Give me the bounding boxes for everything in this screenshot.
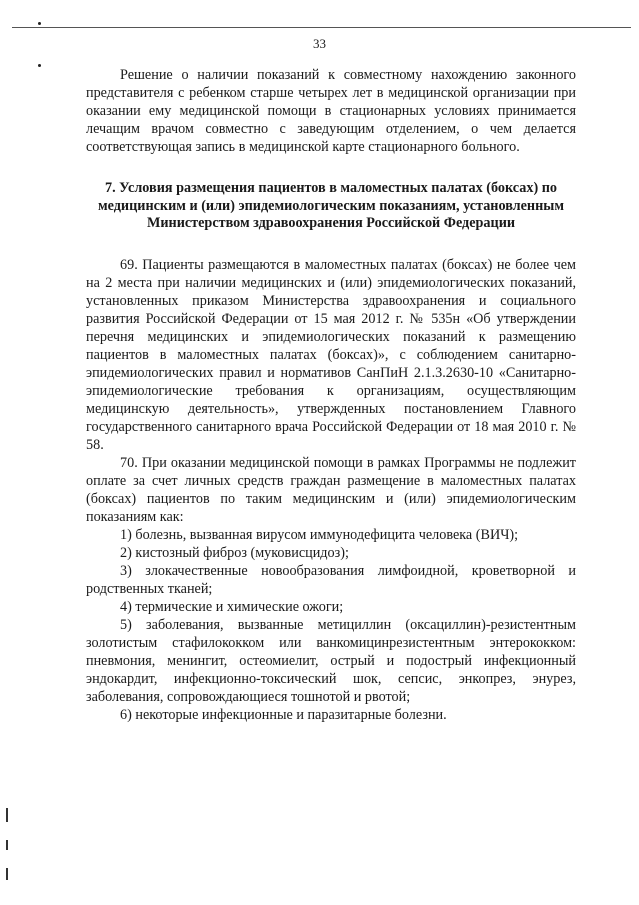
list-item: 3) злокачественные новообразования лимфоидной, кроветворной и родственных тканей;	[86, 562, 576, 597]
list-item: 4) термические и химические ожоги;	[120, 598, 344, 615]
paragraph-70: 70. При оказании медицинской помощи в рамках Программы не подлежит оплате за счет личных средств граждан размещение в маломестных палатах (боксах) пациентов по таким медицинским и (или) эпидемиологическим показаниям как:	[86, 454, 576, 525]
list-item: 6) некоторые инфекционные и паразитарные болезни.	[120, 706, 447, 723]
margin-mark	[6, 840, 8, 850]
section-heading: 7. Условия размещения пациентов в маломестных палатах (боксах) по медицинским и (или) эпидемиологическим показаниям, установленным Министерством здравоохранения Российской Федерации	[97, 180, 565, 231]
scan-speck	[38, 22, 41, 25]
indications-list	[86, 526, 576, 724]
margin-mark	[6, 808, 8, 822]
list-item: 2) кистозный фиброз (муковисцидоз);	[120, 544, 349, 561]
margin-mark	[6, 868, 8, 880]
list-item: 5) заболевания, вызванные метициллин (оксациллин)-резистентным золотистым стафилококком или ванкомицинрезистентным энтерококком: пневмония, менингит, остеомиелит, острый и подострый инфекционный эндокардит, инфекционно-токсический шок, сепсис, энкопрез, энурез, заболевания, сопровождающиеся тошнотой и рвотой;	[86, 616, 576, 705]
intro-paragraph: Решение о наличии показаний к совместному нахождению законного представителя с ребенком старше четырех лет в медицинской организации при оказании ему медицинской помощи в стационарных условиях принимается лечащим врачом совместно с заведующим отделением, о чем делается соответствующая запись в медицинской карте стационарного больного.	[86, 67, 576, 155]
page-number: 33	[313, 36, 326, 51]
top-rule	[12, 27, 631, 28]
document-body	[86, 66, 576, 724]
list-item: 1) болезнь, вызванная вирусом иммунодефицита человека (ВИЧ);	[120, 526, 519, 543]
scan-speck	[38, 64, 41, 67]
paragraph-69: 69. Пациенты размещаются в маломестных палатах (боксах) не более чем на 2 места при наличии медицинских и (или) эпидемиологических показаний, установленных приказом Министерства здравоохранения и социального развития Российской Федерации от 15 мая 2012 г. № 535н «Об утверждении перечня медицинских и эпидемиологических показаний к размещению пациентов в маломестных палатах (боксах)», с соблюдением санитарно-эпидемиологических правил и нормативов СанПиН 2.1.3.2630-10 «Санитарно-эпидемиологические требования к организациям, осуществляющим медицинскую деятельность», утвержденных постановлением Главного государственного санитарного врача Российской Федерации от 18 мая 2010 г. № 58.	[86, 256, 576, 453]
